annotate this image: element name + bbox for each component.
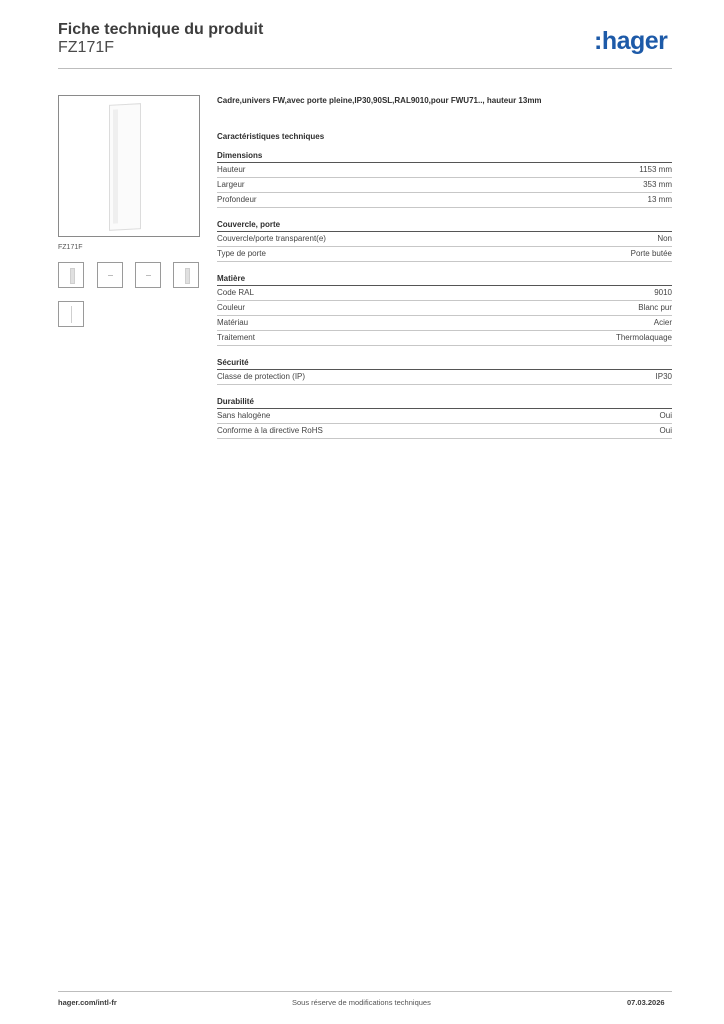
page-title: Fiche technique du produit: [58, 21, 264, 38]
thumbnail-back[interactable]: [173, 262, 199, 288]
spec-label: Hauteur: [217, 165, 246, 174]
product-image: [58, 95, 200, 237]
spec-value: Oui: [659, 426, 672, 435]
spec-value: Acier: [653, 318, 672, 327]
footer-website[interactable]: hager.com/intl-fr: [58, 998, 117, 1007]
footer-notice: Sous réserve de modifications techniques: [292, 998, 431, 1007]
spec-label: Type de porte: [217, 249, 266, 258]
thumbnail-top[interactable]: [135, 262, 161, 288]
spec-value: IP30: [655, 372, 672, 381]
product-description: Cadre,univers FW,avec porte pleine,IP30,90SL,RAL9010,pour FWU71.., hauteur 13mm: [217, 96, 542, 105]
spec-row: [217, 193, 672, 208]
spec-label: Matériau: [217, 318, 249, 327]
hager-logo: :hager: [594, 27, 668, 55]
thumbnail-side[interactable]: [97, 262, 123, 288]
thumbnail-door-mark: [70, 268, 75, 284]
spec-groups: [217, 151, 672, 439]
spec-group-title: Dimensions: [217, 151, 672, 163]
spec-group: [217, 397, 672, 439]
thumbnail-front[interactable]: [58, 262, 84, 288]
spec-value: Thermolaquage: [615, 333, 672, 342]
spec-row: [217, 409, 672, 424]
thumbnail-profile[interactable]: [58, 301, 84, 327]
spec-label: Couleur: [217, 303, 246, 312]
spec-label: Profondeur: [217, 195, 257, 204]
spec-row: [217, 301, 672, 316]
spec-group-title: Matière: [217, 274, 672, 286]
spec-row: [217, 178, 672, 193]
footer-divider: [58, 991, 672, 992]
spec-row: [217, 424, 672, 439]
spec-label: Classe de protection (IP): [217, 372, 306, 381]
spec-group-title: Couvercle, porte: [217, 220, 672, 232]
spec-value: 1153 mm: [639, 165, 672, 174]
door-panel-illustration: [109, 103, 141, 231]
spec-value: 13 mm: [647, 195, 672, 204]
spec-value: 353 mm: [643, 180, 672, 189]
spec-group: [217, 151, 672, 208]
thumbnail-door-mark: [185, 268, 190, 284]
spec-label: Conforme à la directive RoHS: [217, 426, 323, 435]
spec-label: Sans halogène: [217, 411, 271, 420]
spec-value: Oui: [659, 411, 672, 420]
spec-value: Porte butée: [630, 249, 672, 258]
thumbnail-line: [71, 306, 72, 323]
product-reference: FZ171F: [58, 39, 115, 56]
spec-group: [217, 220, 672, 262]
header-divider: [58, 68, 672, 69]
spec-group-title: Durabilité: [217, 397, 672, 409]
image-caption: FZ171F: [58, 244, 83, 251]
spec-label: Couvercle/porte transparent(e): [217, 234, 326, 243]
spec-row: [217, 163, 672, 178]
spec-group: [217, 358, 672, 385]
spec-label: Largeur: [217, 180, 245, 189]
thumbnail-dash: [108, 275, 113, 276]
spec-value: Non: [657, 234, 672, 243]
specifications: [217, 96, 672, 439]
spec-row: [217, 232, 672, 247]
spec-row: [217, 331, 672, 346]
spec-row: [217, 247, 672, 262]
spec-group: [217, 274, 672, 346]
spec-label: Code RAL: [217, 288, 254, 297]
spec-value: Blanc pur: [638, 303, 672, 312]
spec-group-title: Sécurité: [217, 358, 672, 370]
footer-date: 07.03.2026: [627, 998, 665, 1007]
spec-label: Traitement: [217, 333, 255, 342]
section-heading: Caractéristiques techniques: [217, 132, 325, 141]
spec-row: [217, 316, 672, 331]
thumbnail-dash: [146, 275, 151, 276]
spec-value: 9010: [654, 288, 672, 297]
spec-row: [217, 370, 672, 385]
spec-row: [217, 286, 672, 301]
